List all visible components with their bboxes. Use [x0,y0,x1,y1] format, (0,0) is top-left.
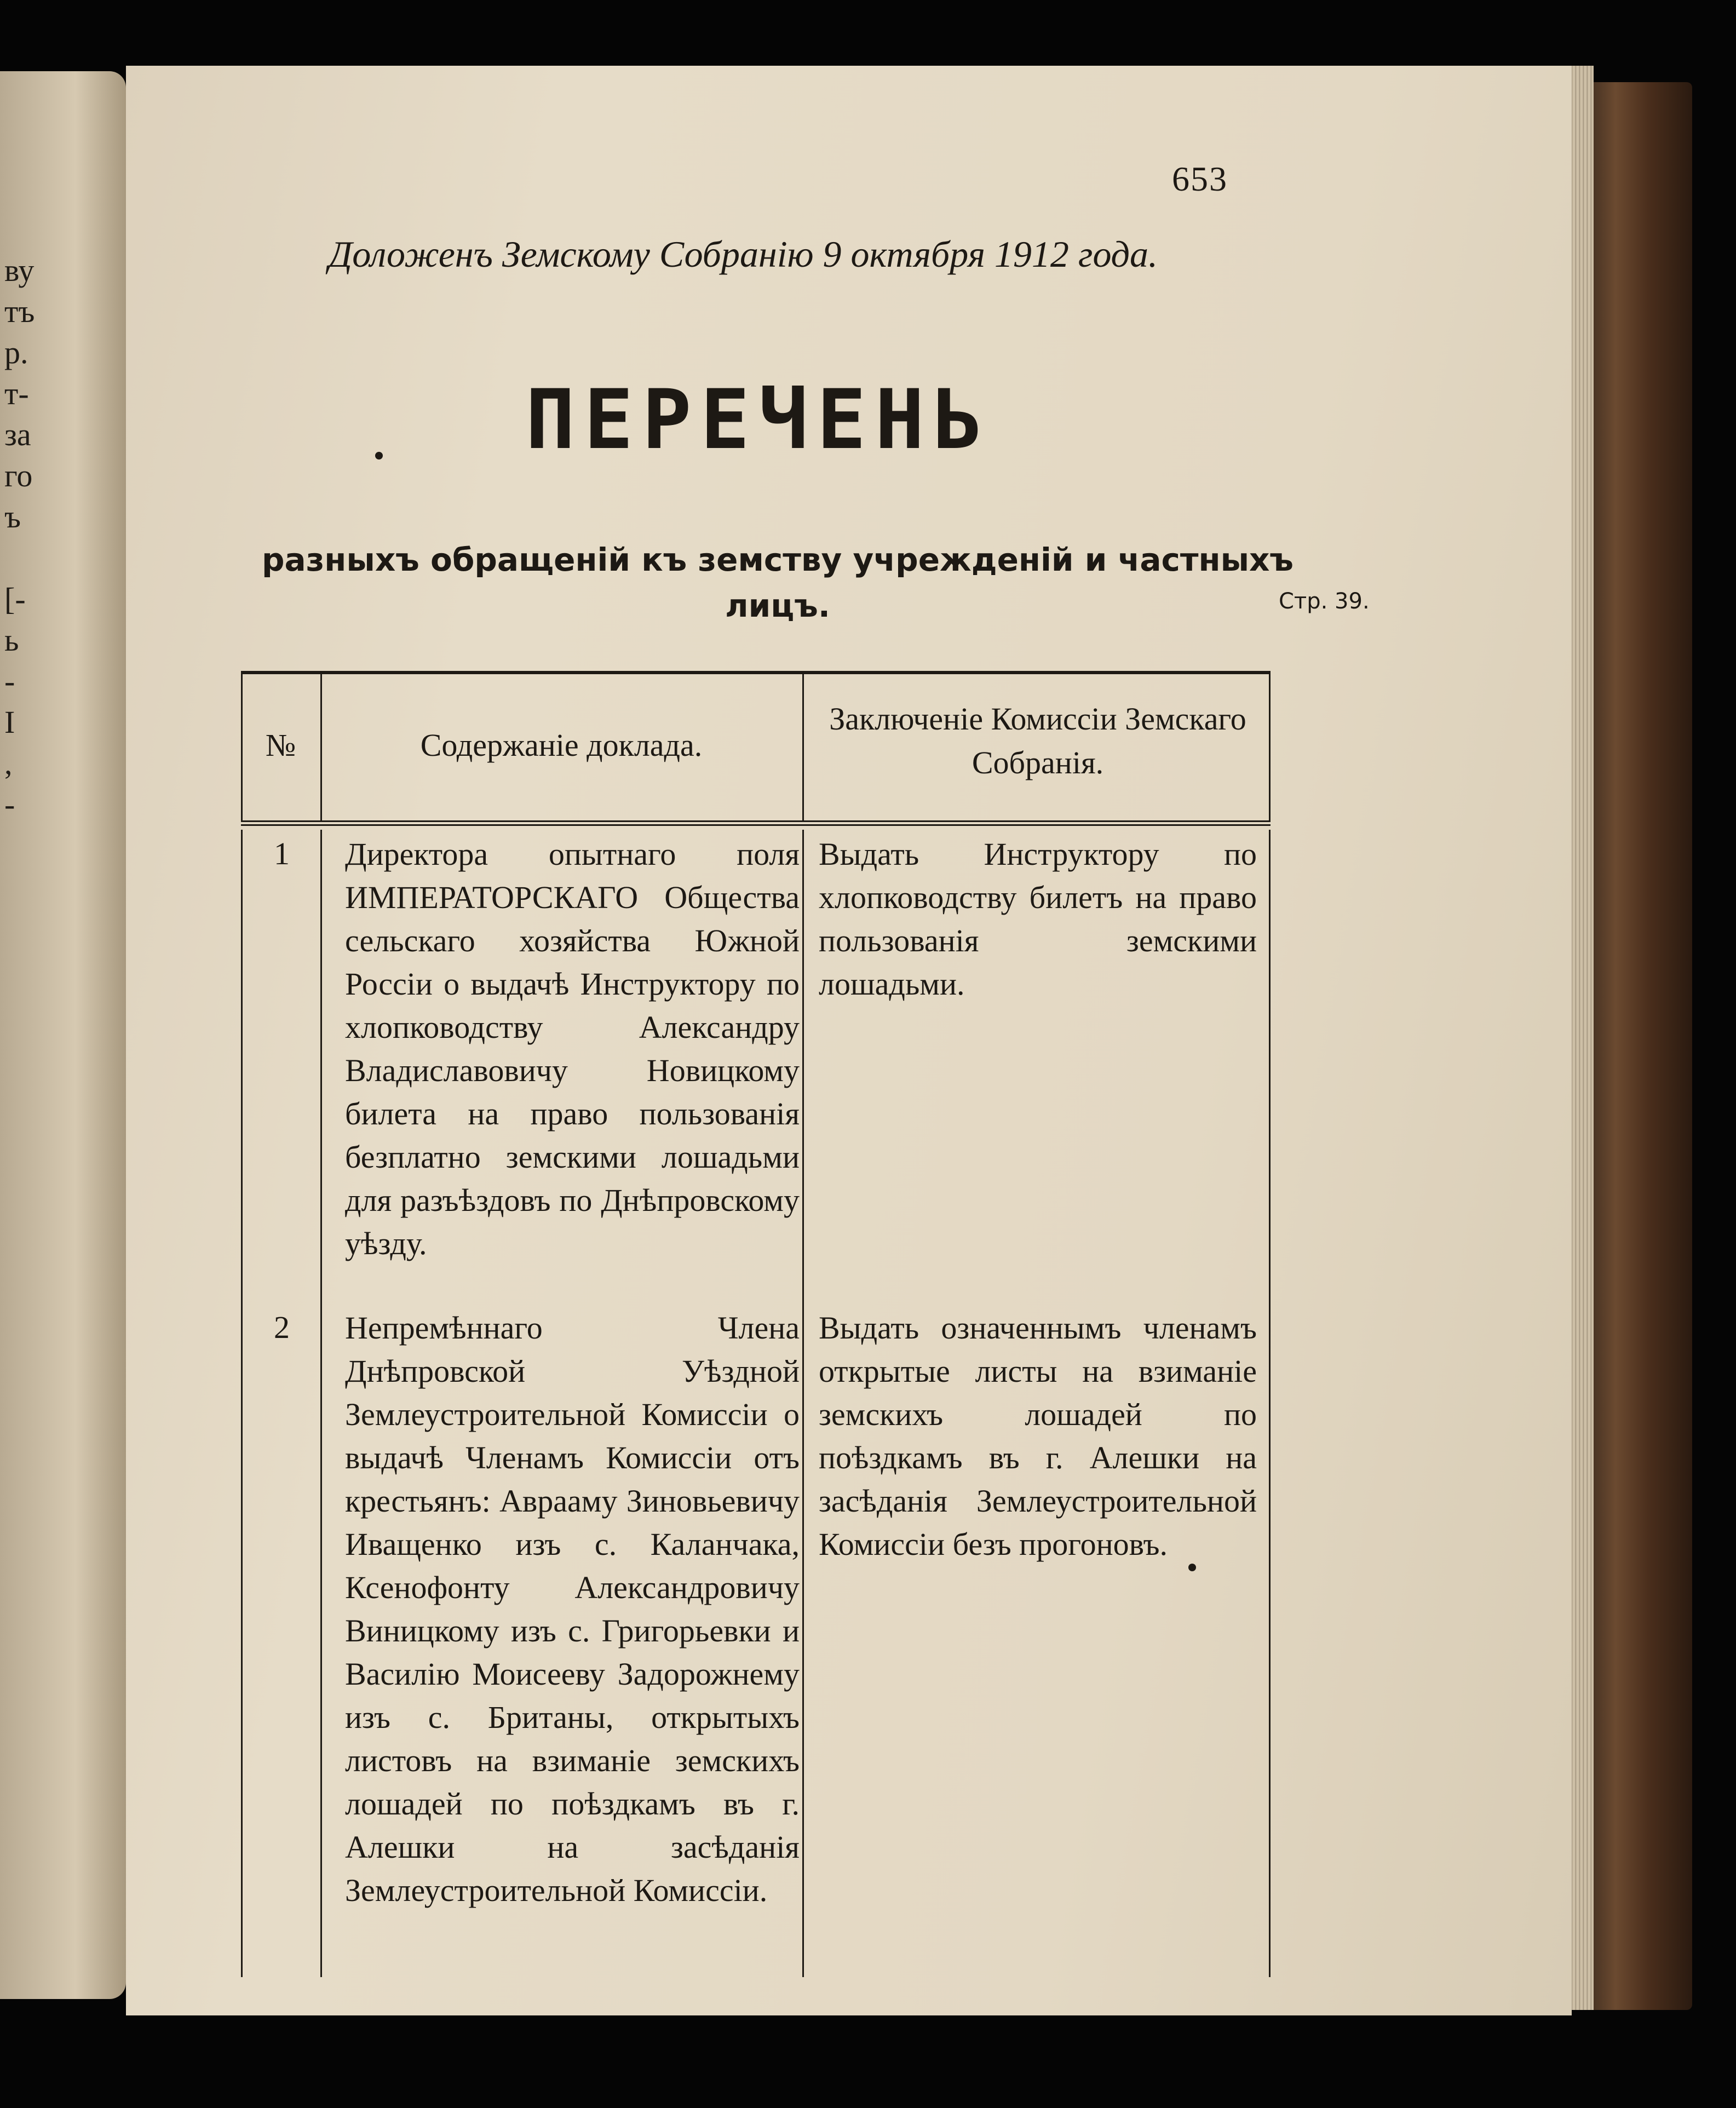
left-page-fragment: [- [4,581,26,617]
left-page-fragment: I [4,704,15,740]
table-header-rule [241,820,1271,826]
left-page-fragment: - [4,663,15,699]
header-number: № [265,727,296,763]
table-border [241,830,243,1977]
left-page-fragment: , [4,745,13,781]
table-border [1269,830,1271,1977]
left-page-fragment: р. [4,335,28,370]
left-page-fragment: тъ [4,294,35,329]
table-border [802,830,804,1977]
left-page-fragment: ву [4,252,35,288]
book-binding [1583,82,1692,2010]
page-reference: Стр. 39. [1279,589,1370,614]
header-content: Содержаніе доклада. [420,727,703,763]
row-conclusion: Выдать Инструктору по хлопководству билетъ на право пользованія земскими лошадьми. [819,836,1257,1002]
table-border [320,674,322,822]
table-border [802,674,804,822]
left-page-edge [0,71,126,1999]
left-page-fragment: - [4,786,15,822]
row-conclusion: Выдать означеннымъ членамъ открытые листы на взиманіе земскихъ лошадей по поѣздкамъ въ г. Алешки на засѣданія Землеустроительной Комиссіи безъ прогоновъ. [819,1310,1257,1562]
row-number: 1 [274,836,290,871]
page-title: ПЕРЕЧЕНЬ [525,372,992,468]
header-conclusion: Заключеніе Комиссіи Земскаго Собранія. [829,701,1246,780]
row-number: 2 [274,1309,290,1345]
left-page-fragment: ъ [4,499,21,535]
table-header [241,674,1271,822]
left-page-fragment: т- [4,376,29,411]
left-page-fragment: за [4,417,31,452]
table-border [1269,674,1271,822]
page-number: 653 [1172,159,1228,198]
table-border [320,830,322,1977]
row-content: Директора опытнаго поля ИМПЕРАТОРСКАГО Общества сельскаго хозяйства Южной Россіи о выдачѣ Инструктору по хлопководству Александру Владиславовичу Новицкому билета на право пользованія безплатно земскими лошадьми для разъѣздовъ по Днѣпровскому уѣзду. [345,836,800,1261]
document-page [126,66,1572,2015]
page-subtitle: разныхъ обращеній къ земству учрежденій и частныхъ лицъ. [261,541,1294,624]
row-content: Непремѣннаго Члена Днѣпровской Уѣздной Землеустроительной Комиссіи о выдачѣ Членамъ Комиссіи отъ крестьянъ: Аврааму Зиновьевичу Иващенко изъ с. Каланчака, Ксенофонту Александровичу Виницкому изъ с. Григорьевки и Василію Моисееву Задорожнему изъ с. Британы, открытыхъ листовъ на взиманіе земскихъ лошадей по поѣздкамъ въ г. Алешки на засѣданія Землеустроительной Комиссіи. [345,1310,800,1908]
ink-dot [375,452,383,459]
left-page-fragment: ь [4,622,19,658]
dated-line: Доложенъ Земскому Собранію 9 октября 1912 года. [329,233,1158,275]
left-page-fragment: го [4,458,33,493]
